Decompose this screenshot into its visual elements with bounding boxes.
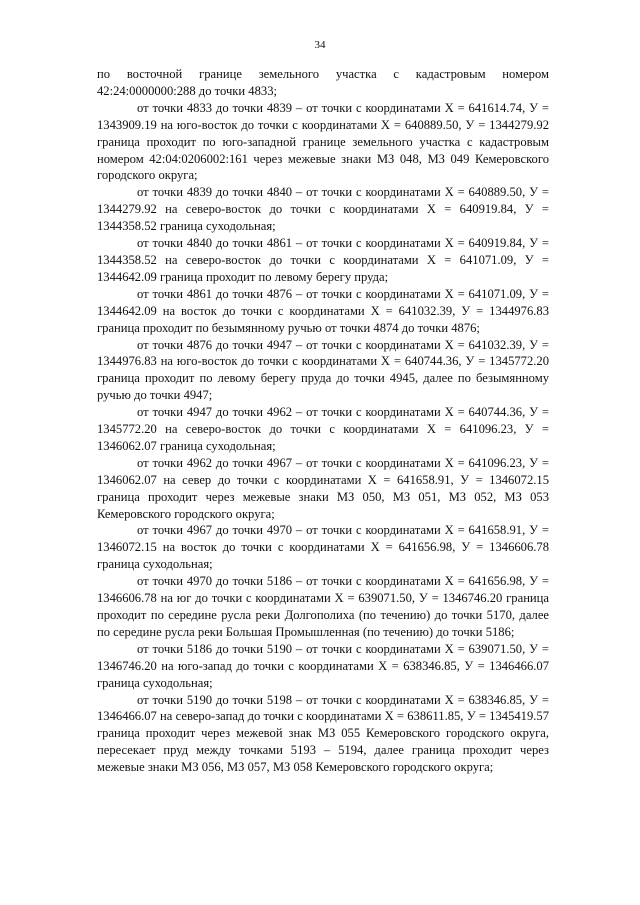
- paragraph: от точки 4947 до точки 4962 – от точки с координатами Х = 640744.36, У = 1345772.20 на северо-восток до точки с координатами Х = 641096.23, У = 1346062.07 граница суходольная;: [97, 405, 549, 453]
- paragraph: от точки 4967 до точки 4970 – от точки с координатами Х = 641658.91, У = 1346072.15 на восток до точки с координатами Х = 641656.98, У = 1346606.78 граница суходольная;: [97, 523, 549, 572]
- paragraph: от точки 5190 до точки 5198 – от точки с координатами Х = 638346.85, У = 1346466.07 на северо-запад до точки с координатами Х = 638611.85, У = 1345419.57 граница проходит через межевой знак МЗ 055 Кемеровского городского округа, пересекает пруд между точками 5193 – 5194, далее граница проходит через межевые знаки МЗ 056, МЗ 057, МЗ 058 Кемеровского городского округа;: [97, 692, 549, 775]
- paragraph: от точки 4962 до точки 4967 – от точки с координатами Х = 641096.23, У = 1346062.07 на север до точки с координатами Х = 641658.91, У = 1346072.15 граница проходит через межевые знаки МЗ 050, МЗ 051, МЗ 052, МЗ 053 Кемеровского городского округа;: [97, 455, 549, 521]
- paragraph: от точки 4876 до точки 4947 – от точки с координатами Х = 641032.39, У = 1344976.83 на юго-восток до точки с координатами Х = 640744.36, У = 1345772.20 граница проходит по левому берегу пруда до точки 4945, далее по безымянному ручью до точки 4947;: [97, 337, 549, 403]
- paragraph: от точки 4833 до точки 4839 – от точки с координатами Х = 641614.74, У = 1343909.19 на юго-восток до точки с координатами Х = 640889.50, У = 1344279.92 граница проходит по юго-западной границе земельного участка с кадастровым номером 42:04:0206002:161 через межевые знаки МЗ 048, МЗ 049 Кемеровского городского округа;: [97, 100, 549, 183]
- page-number: 34: [314, 39, 326, 51]
- paragraph: от точки 4861 до точки 4876 – от точки с координатами Х = 641071.09, У = 1344642.09 на восток до точки с координатами Х = 641032.39, У = 1344976.83 граница проходит по безымянному ручью от точки 4874 до точки 4876;: [97, 286, 549, 335]
- paragraph: по восточной границе земельного участка с кадастровым номером 42:24:0000000:288 до точки 4833;: [97, 67, 549, 98]
- paragraph: от точки 4840 до точки 4861 – от точки с координатами Х = 640919.84, У = 1344358.52 на северо-восток до точки с координатами Х = 641071.09, У = 1344642.09 граница проходит по левому берегу пруда;: [97, 236, 549, 284]
- paragraph: от точки 4839 до точки 4840 – от точки с координатами Х = 640889.50, У = 1344279.92 на северо-восток до точки с координатами Х = 640919.84, У = 1344358.52 граница суходольная;: [97, 185, 549, 234]
- paragraph: от точки 5186 до точки 5190 – от точки с координатами Х = 639071.50, У = 1346746.20 на юго-запад до точки с координатами Х = 638346.85, У = 1346466.07 граница суходольная;: [97, 641, 549, 690]
- paragraph: от точки 4970 до точки 5186 – от точки с координатами Х = 641656.98, У = 1346606.78 на юг до точки с координатами Х = 639071.50, У = 1346746.20 граница проходит по середине русла реки Долгополиха (по течению) до точки 5170, далее по середине русла реки Большая Промышленная (по течению) до точки 5186;: [97, 574, 549, 639]
- document-body: [97, 66, 549, 776]
